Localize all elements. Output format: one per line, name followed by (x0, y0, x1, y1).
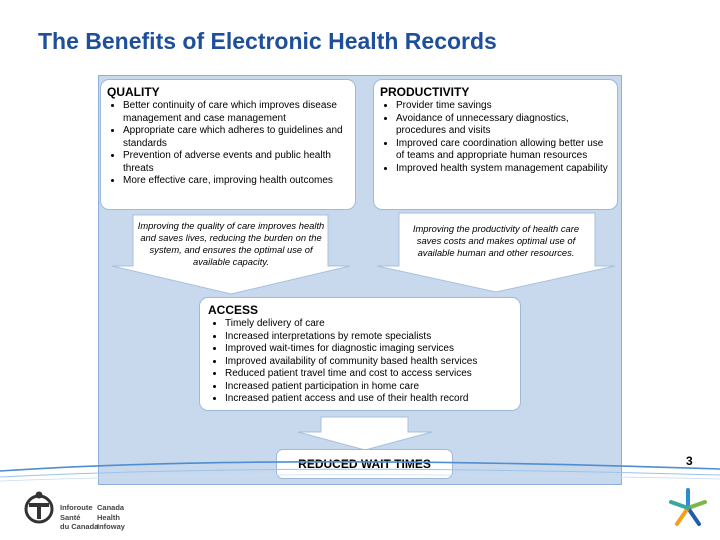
quality-list (107, 100, 349, 188)
access-down-arrow (296, 416, 434, 452)
logo-text-line: Health (97, 512, 120, 522)
list-item: • Increased patient participation in home care (225, 381, 514, 394)
list-item: • More effective care, improving health outcomes (123, 175, 349, 188)
list-item: • Provider time savings (396, 100, 611, 113)
productivity-box (373, 79, 618, 210)
logo-text-french (60, 503, 98, 532)
logo-text-line: Santé (60, 512, 81, 522)
infoway-logo-icon (24, 489, 56, 525)
star-decoration-icon (668, 488, 708, 528)
logo-text-line: du Canada (60, 522, 99, 531)
list-item: • Avoidance of unnecessary diagnostics, procedures and visits (396, 113, 611, 138)
quality-heading: QUALITY (107, 85, 160, 99)
logo-text-line: Inforoute (60, 503, 93, 512)
access-box (199, 297, 521, 411)
list-item: • Improved health system management capability (396, 163, 611, 176)
productivity-arrow-text: Improving the productivity of health care saves costs and makes optimal use of available human and other resources. (412, 223, 580, 258)
list-item: • Prevention of adverse events and public health threats (123, 150, 349, 175)
list-item: • Improved availability of community based health services (225, 356, 514, 369)
logo-text-english (97, 503, 125, 532)
list-item: • Improved care coordination allowing better use of teams and appropriate human resources (396, 138, 611, 163)
productivity-list (380, 100, 611, 175)
quality-box (100, 79, 356, 210)
list-item: • Reduced patient travel time and cost to access services (225, 368, 514, 381)
list-item: • Increased patient access and use of their health record (225, 393, 514, 406)
slide-title: The Benefits of Electronic Health Records (38, 28, 497, 54)
access-heading: ACCESS (208, 303, 259, 317)
logo-text-line: Infoway (97, 522, 125, 531)
list-item: • Timely delivery of care (225, 318, 514, 331)
footer-wave-decoration (0, 455, 720, 485)
page-number: 3 (686, 454, 693, 468)
productivity-heading: PRODUCTIVITY (380, 85, 470, 99)
list-item: • Appropriate care which adheres to guidelines and standards (123, 125, 349, 150)
quality-arrow-text: Improving the quality of care improves health and saves lives, reducing the burden on the system, and ensures the optimal use of available capacity. (137, 220, 325, 267)
list-item: • Improved wait-times for diagnostic imaging services (225, 343, 514, 356)
list-item: • Better continuity of care which improves disease management and case management (123, 100, 349, 125)
reduced-wait-times-box: REDUCED WAIT TIMES (276, 449, 453, 479)
access-list (208, 318, 514, 406)
logo-text-line: Canada (97, 503, 125, 512)
list-item: • Increased interpretations by remote specialists (225, 331, 514, 344)
